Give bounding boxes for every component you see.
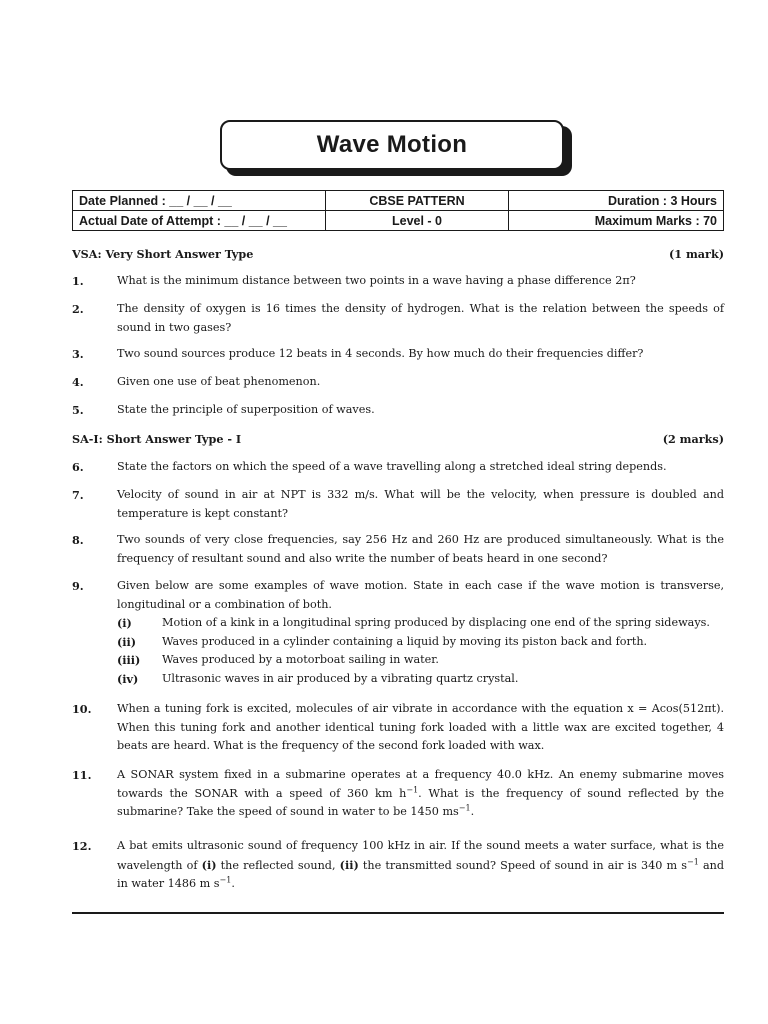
question-text: State the principle of superposition of waves. xyxy=(117,403,375,416)
sub-part-label: (iii) xyxy=(117,653,141,667)
text-segment: and in water 1486 m s xyxy=(117,858,724,890)
text-segment: A bat emits ultrasonic sound of frequency 100 kHz in air. If the sound meets a water surface, what is the wavelength of xyxy=(117,839,724,872)
actual-date: Actual Date of Attempt : __ / __ / __ xyxy=(73,211,326,231)
question-number: 11. xyxy=(72,768,92,782)
question-number: 4. xyxy=(72,375,84,389)
text-segment: A SONAR system fixed in a submarine operates at a frequency 40.0 kHz. An enemy submarine moves towards the SONAR with a speed of 360 km h xyxy=(117,768,724,800)
section-title: VSA: Very Short Answer Type xyxy=(72,247,254,261)
superscript: −1 xyxy=(687,856,699,866)
sub-part-text: Waves produced in a cylinder containing a liquid by moving its piston back and forth. xyxy=(162,634,648,648)
question-text: Velocity of sound in air at NPT is 332 m/s. What will be the velocity, when pressure is doubled and temperature is kept constant? xyxy=(117,488,724,520)
section-marks: (2 marks) xyxy=(662,432,724,446)
question-11 xyxy=(72,766,724,822)
bottom-divider xyxy=(72,912,724,914)
section-header-sa1 xyxy=(72,432,724,446)
sub-part xyxy=(117,651,724,670)
title-banner xyxy=(220,120,568,172)
section-marks: (1 mark) xyxy=(669,247,724,261)
question-number: 5. xyxy=(72,403,84,417)
question-number: 1. xyxy=(72,274,84,288)
part-label: (ii) xyxy=(339,857,359,872)
text-segment: the reflected sound, xyxy=(216,858,340,872)
section-header-vsa xyxy=(72,247,724,261)
superscript: −1 xyxy=(458,803,471,813)
question-text xyxy=(117,766,724,822)
question-7 xyxy=(72,486,724,523)
page-title: Wave Motion xyxy=(220,120,564,170)
superscript: −1 xyxy=(406,784,419,794)
question-number: 12. xyxy=(72,839,92,853)
question-number: 3. xyxy=(72,347,84,361)
question-text: Given one use of beat phenomenon. xyxy=(117,375,321,388)
question-text xyxy=(117,837,724,894)
question-2 xyxy=(72,300,724,337)
question-4 xyxy=(72,373,724,392)
question-text: Two sounds of very close frequencies, say 256 Hz and 260 Hz are produced simultaneously. What is the frequency of resultant sound and also write the number of beats heard in one second? xyxy=(117,533,724,565)
pattern: CBSE PATTERN xyxy=(326,191,509,211)
maximum-marks: Maximum Marks : 70 xyxy=(509,211,724,231)
question-number: 7. xyxy=(72,488,84,502)
section-title: SA-I: Short Answer Type - I xyxy=(72,432,242,446)
text-segment: . xyxy=(470,805,475,818)
question-number: 2. xyxy=(72,302,84,316)
sub-part-text: Motion of a kink in a longitudinal spring produced by displacing one end of the spring sideways. xyxy=(162,616,710,629)
sub-part-label: (iv) xyxy=(117,671,139,686)
question-number: 9. xyxy=(72,579,84,593)
question-6 xyxy=(72,458,724,477)
question-text: When a tuning fork is excited, molecules of air vibrate in accordance with the equation x = Acos(512πt). When this tuning fork and another identical tuning fork loaded with a little wax are excited together, 4 beats are heard. What is the frequency of the second fork loaded with wax. xyxy=(117,702,724,752)
sub-part-label: (ii) xyxy=(117,634,137,649)
question-number: 6. xyxy=(72,460,84,474)
question-12 xyxy=(72,837,724,894)
question-number: 10. xyxy=(72,702,92,716)
sub-part xyxy=(117,633,724,652)
duration: Duration : 3 Hours xyxy=(509,191,724,211)
question-number: 8. xyxy=(72,533,84,547)
question-10 xyxy=(72,700,724,756)
question-1 xyxy=(72,272,724,291)
info-row xyxy=(73,191,724,211)
question-text: Two sound sources produce 12 beats in 4 seconds. By how much do their frequencies differ? xyxy=(117,347,644,360)
text-segment: . xyxy=(231,877,235,890)
sub-part-text: Ultrasonic waves in air produced by a vibrating quartz crystal. xyxy=(162,671,519,685)
question-text: The density of oxygen is 16 times the density of hydrogen. What is the relation between the speeds of sound in two gases? xyxy=(117,302,724,334)
info-row xyxy=(73,211,724,231)
sub-part-label: (i) xyxy=(117,616,132,630)
question-text: Given below are some examples of wave motion. State in each case if the wave motion is transverse, longitudinal or a combination of both. xyxy=(117,579,724,611)
sub-part xyxy=(117,670,724,689)
superscript: −1 xyxy=(219,875,232,885)
date-planned: Date Planned : __ / __ / __ xyxy=(73,191,326,211)
question-body xyxy=(117,577,724,688)
text-segment: the transmitted sound? Speed of sound in air is 340 m s xyxy=(358,858,687,872)
question-text: What is the minimum distance between two points in a wave having a phase difference 2π? xyxy=(117,274,636,287)
text-segment: . What is the frequency of sound reflected by the submarine? Take the speed of sound in water to be 1450 ms xyxy=(117,786,724,818)
question-3 xyxy=(72,345,724,364)
level: Level - 0 xyxy=(326,211,509,231)
part-label: (i) xyxy=(201,857,217,872)
sub-part-text: Waves produced by a motorboat sailing in water. xyxy=(162,653,439,666)
sub-part xyxy=(117,614,724,633)
question-5 xyxy=(72,401,724,420)
info-table xyxy=(72,190,724,231)
question-9 xyxy=(72,577,724,688)
question-8 xyxy=(72,531,724,568)
question-text: State the factors on which the speed of a wave travelling along a stretched ideal string depends. xyxy=(117,460,667,473)
